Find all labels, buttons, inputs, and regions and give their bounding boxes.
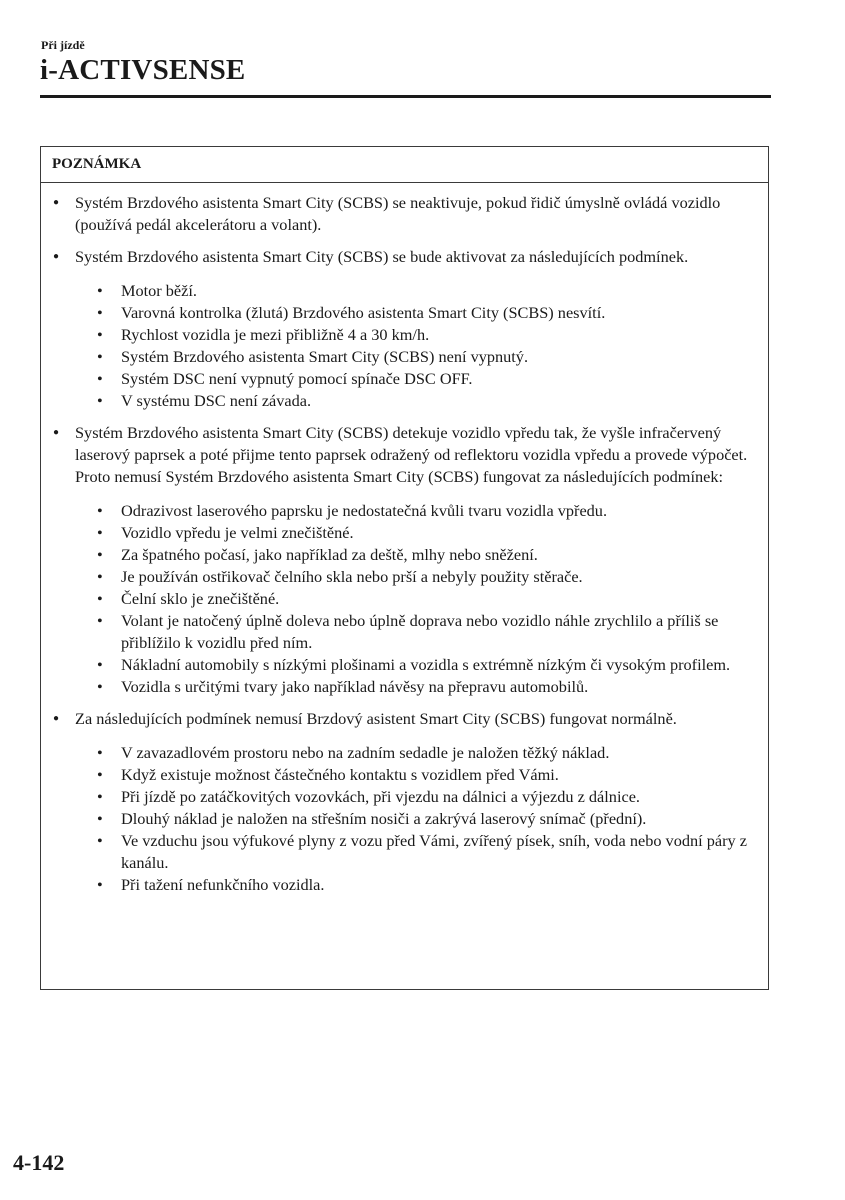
note-item-text: Systém Brzdového asistenta Smart City (SCBS) se bude aktivovat za následujících podmínek. xyxy=(75,247,689,266)
note-item xyxy=(51,192,756,236)
sub-item: • Vozidla s určitými tvary jako například návěsy na přepravu automobilů. xyxy=(97,676,756,698)
sub-item: • Motor běží. xyxy=(97,280,756,302)
sub-list xyxy=(75,500,756,698)
sub-list xyxy=(75,742,756,896)
note-item-text: Systém Brzdového asistenta Smart City (SCBS) se neaktivuje, pokud řidič úmyslně ovládá vozidlo (používá pedál akcelerátoru a volant). xyxy=(75,193,721,234)
title-rule xyxy=(40,95,771,98)
sub-item: • Vozidlo vpředu je velmi znečištěné. xyxy=(97,522,756,544)
sub-item: • Odrazivost laserového paprsku je nedostatečná kvůli tvaru vozidla vpředu. xyxy=(97,500,756,522)
note-body xyxy=(41,183,768,896)
sub-item: • Varovná kontrolka (žlutá) Brzdového asistenta Smart City (SCBS) nesvítí. xyxy=(97,302,756,324)
sub-item: • Systém Brzdového asistenta Smart City (SCBS) není vypnutý. xyxy=(97,346,756,368)
sub-item: • V systému DSC není závada. xyxy=(97,390,756,412)
sub-item: • Při tažení nefunkčního vozidla. xyxy=(97,874,756,896)
sub-item: • V zavazadlovém prostoru nebo na zadním sedadle je naložen těžký náklad. xyxy=(97,742,756,764)
sub-item: • Když existuje možnost částečného kontaktu s vozidlem před Vámi. xyxy=(97,764,756,786)
section-label: Při jízdě xyxy=(41,38,85,52)
page-number: 4-142 xyxy=(13,1150,65,1175)
note-item-text: Za následujících podmínek nemusí Brzdový asistent Smart City (SCBS) fungovat normálně. xyxy=(75,709,677,728)
sub-item: • Nákladní automobily s nízkými plošinami a vozidla s extrémně nízkým či vysokým profilem. xyxy=(97,654,756,676)
note-list xyxy=(51,192,756,896)
sub-item: • Čelní sklo je znečištěné. xyxy=(97,588,756,610)
sub-item: • Při jízdě po zatáčkovitých vozovkách, při vjezdu na dálnici a výjezdu z dálnice. xyxy=(97,786,756,808)
note-item-text: Systém Brzdového asistenta Smart City (SCBS) detekuje vozidlo vpředu tak, že vyšle infračervený laserový paprsek a poté přijme tento paprsek odražený od reflektoru vozidla vpředu a provede výpočet. Proto nemusí Systém Brzdového asistenta Smart City (SCBS) fungovat za následujících podmínek: xyxy=(75,423,748,486)
sub-item: • Rychlost vozidla je mezi přibližně 4 a 30 km/h. xyxy=(97,324,756,346)
sub-list xyxy=(75,280,756,412)
page-title: i-ACTIVSENSE xyxy=(40,54,246,86)
sub-item: • Volant je natočený úplně doleva nebo úplně doprava nebo vozidlo náhle zrychlilo a příliš se přiblížilo k vozidlu před ním. xyxy=(97,610,756,654)
note-heading: POZNÁMKA xyxy=(41,147,768,183)
note-item xyxy=(51,246,756,412)
sub-item: • Je používán ostřikovač čelního skla nebo prší a nebyly použity stěrače. xyxy=(97,566,756,588)
sub-item: • Za špatného počasí, jako například za deště, mlhy nebo sněžení. xyxy=(97,544,756,566)
note-item xyxy=(51,708,756,896)
note-item xyxy=(51,422,756,698)
sub-item: • Dlouhý náklad je naložen na střešním nosiči a zakrývá laserový snímač (přední). xyxy=(97,808,756,830)
sub-item: • Systém DSC není vypnutý pomocí spínače DSC OFF. xyxy=(97,368,756,390)
sub-item: • Ve vzduchu jsou výfukové plyny z vozu před Vámi, zvířený písek, sníh, voda nebo vodní páry z kanálu. xyxy=(97,830,756,874)
note-box xyxy=(40,146,769,990)
